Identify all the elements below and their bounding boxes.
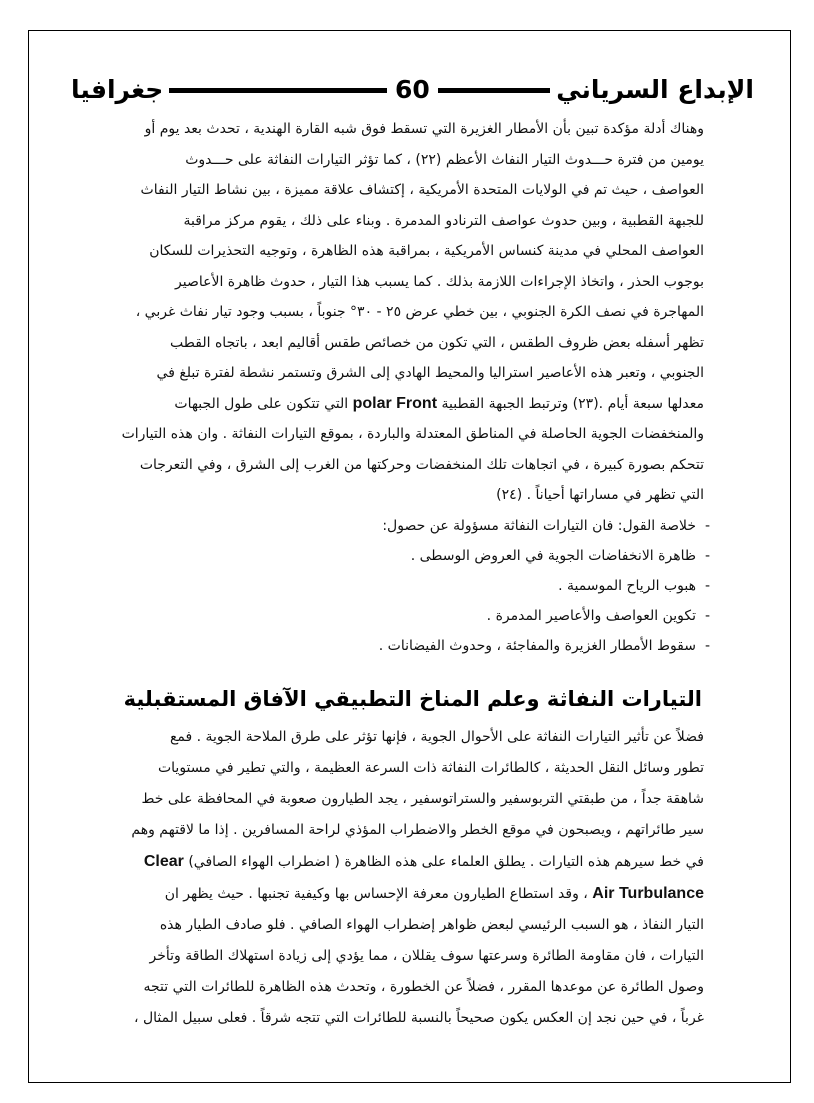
text-line: تتحكم بصورة كبيرة ، في اتجاهات تلك المنخفضات وحركتها من الغرب إلى الشرق ، وفي التعرجات <box>139 456 704 473</box>
text-line: تطور وسائل النقل الحديثة ، كالطائرات النفاثة ذات السرعة العظيمة ، والتي تطير في مستويات <box>157 760 704 776</box>
list-item: - ظاهرة الانخفاضات الجوية في العروض الوسطى . <box>410 547 710 564</box>
list-item: - تكوين العواصف والأعاصير المدمرة . <box>486 607 710 624</box>
clear-term: Clear <box>143 853 184 870</box>
list-item: - هبوب الرياح الموسمية . <box>558 577 710 594</box>
air-turbulance-term: Air Turbulance <box>592 885 704 902</box>
text-line: والمنخفضات الجوية الحاصلة في المناطق المعتدلة والباردة ، بموقع التيارات النفاثة . وان هذه التيارات <box>121 426 704 442</box>
publication-title: الإبداع السرياني <box>550 74 760 106</box>
section-label: جغرافيا <box>65 74 169 106</box>
summary-list <box>100 511 710 661</box>
text-line: للجبهة القطبية ، وبين حدوث عواصف الترنادو المدمرة . وبناء على ذلك ، يقوم مركز مراقبة <box>183 212 704 229</box>
text-line: وصول الطائرة عن موعدها المقرر ، فضلاً عن الخطورة ، وتحدث هذه الظاهرة للطائرات التي تتجه <box>143 979 704 995</box>
list-item: - سقوط الأمطار الغزيرة والمفاجئة ، وحدوث الفيضانات . <box>378 637 710 654</box>
text-line: يومين من فترة حـــدوث التيار النفاث الأعظم (٢٢) ، كما تؤثر التيارات النفاثة على حـــدوث <box>185 151 704 168</box>
text-line: الجنوبي ، وتعبر هذه الأعاصير استراليا والمحيط الهادي إلى الشرق وتستمر نشطة لفترة تبلغ في <box>156 365 704 381</box>
text-line-clear <box>100 846 704 878</box>
text-line: التيارات ، فان مقاومة الطائرة وسرعتها سوف يقللان ، مما يؤدي إلى زيادة استهلاك الطاقة وتأخر <box>149 948 704 964</box>
polar-front-term: polar Front <box>352 394 438 412</box>
text-line: غرباً ، في حين نجد إن العكس يكون صحيحاً بالنسبة للطائرات التي تتجه شرقاً . فعلى سبيل المثال ، <box>133 1010 704 1026</box>
text-line: المهاجرة في نصف الكرة الجنوبي ، بين خطي عرض ٢٥ - ٣٠° جنوباً ، بسبب وجود تيار نفاث غربي ، <box>135 304 704 320</box>
section-heading: التيارات النفاثة وعلم المناخ التطبيقي الآفاق المستقبلية <box>123 687 702 711</box>
text-line: العواصف ، حيث تم في الولايات المتحدة الأمريكية ، إكتشاف علاقة مميزة ، بين نشاط التيار النفاث <box>140 182 704 198</box>
text-line: شاهقة جداً ، من طبقتي التربوسفير والستراتوسفير ، يجد الطيارون صعوبة في المحافظة على خط <box>141 791 704 807</box>
text-line-polar-front <box>100 389 704 420</box>
text-line: العواصف المحلي في مدينة كنساس الأمريكية ، بمراقبة هذه الظاهرة ، وتوجيه التحذيرات للسكان <box>149 243 704 259</box>
body-section-1 <box>100 114 710 661</box>
text-line: التيار النفاذ ، هو السبب الرئيسي لبعض ظواهر إضطراب الهواء الصافي . فلو صادف الطيار هذه <box>159 917 704 933</box>
text-line: التي تظهر في مساراتها أحياناً . (٢٤) <box>496 487 704 503</box>
page-header <box>65 74 760 110</box>
text-line-air-turbulance <box>100 878 704 910</box>
page-number: 60 <box>387 74 438 106</box>
body-section-2 <box>100 722 704 1034</box>
text-line: بوجوب الحذر ، واتخاذ الإجراءات اللازمة بذلك . كما يسبب هذا التيار ، حدوث ظاهرة الأعاصير <box>175 273 704 290</box>
text-line: تظهر أسفله بعض ظروف الطقس ، التي تكون من خصائص طقس أقاليم ابعد ، باتجاه القطب <box>170 334 704 351</box>
text-line: سير طائراتهم ، ويصبحون في موقع الخطر والاضطراب المؤذي لراحة المسافرين . إذا ما لاقتهم وهم <box>131 822 704 838</box>
text-fragment: التي تتكون على طول الجبهات <box>174 395 349 412</box>
list-item: - خلاصة القول: فان التيارات النفاثة مسؤولة عن حصول: <box>382 517 710 534</box>
text-fragment: معدلها سبعة أيام .(٢٣) وترتبط الجبهة القطبية <box>441 395 704 412</box>
text-fragment: في خط سيرهم هذه التيارات . يطلق العلماء على هذه الظاهرة ( اضطراب الهواء الصافي) <box>188 854 704 870</box>
text-line: فضلاً عن تأثير التيارات النفاثة على الأحوال الجوية ، فإنها تؤثر على طرق الملاحة الجوية . فمع <box>169 729 704 745</box>
text-line: وهناك أدلة مؤكدة تبين بأن الأمطار الغزيرة التي تسقط فوق شبه القارة الهندية ، تحدث بعد يوم أو <box>144 121 704 137</box>
text-fragment: ، وقد استطاع الطيارون معرفة الإحساس بها وكيفية تجنبها . حيث يظهر ان <box>164 886 588 902</box>
